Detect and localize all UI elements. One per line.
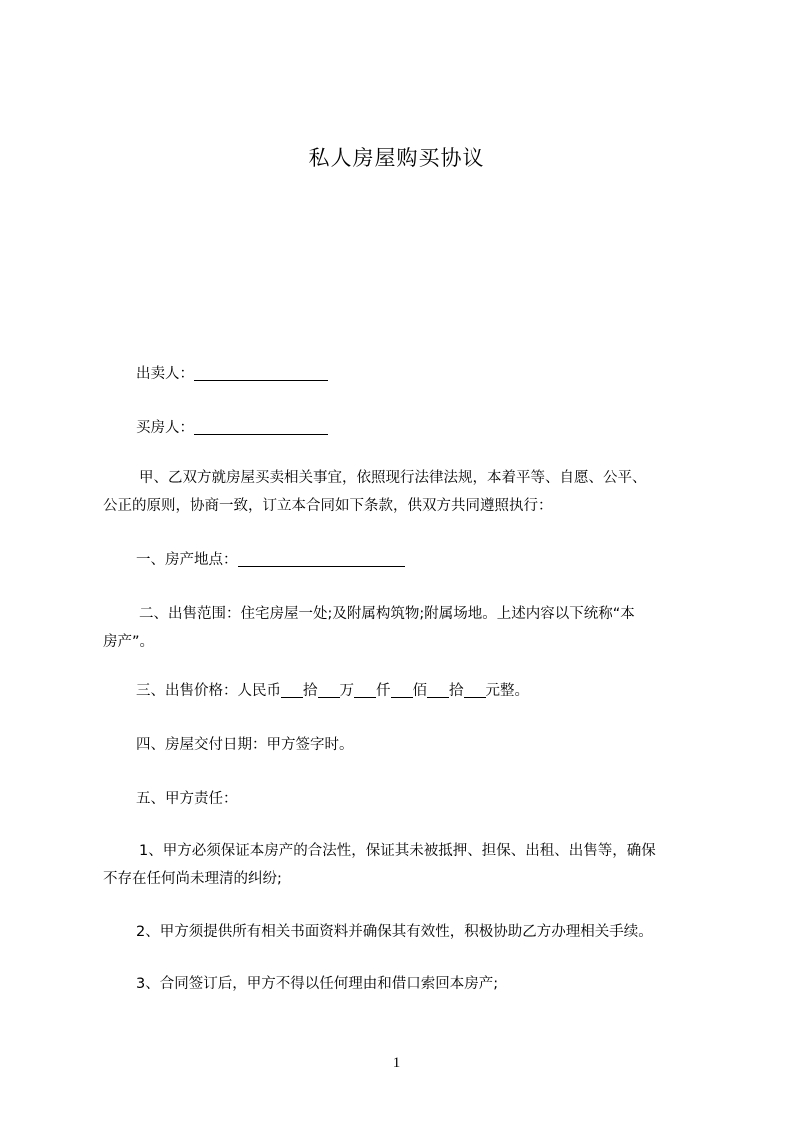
clause-2-line-2: 房产”。: [103, 634, 155, 650]
price-blank-3[interactable]: [354, 681, 376, 698]
clause-2-line-1: 二、出售范围：住宅房屋一处;及附属构筑物;附属场地。上述内容以下统称“本: [139, 606, 635, 622]
item-2: 2、甲方须提供所有相关书面资料并确保其有效性，积极协助乙方办理相关手续。: [136, 924, 653, 940]
item-1-line-2: 不存在任何尚未理清的纠纷;: [103, 871, 282, 887]
document-title: 私人房屋购买协议: [308, 146, 485, 170]
seller-blank[interactable]: [194, 364, 328, 381]
price-unit-1: 拾: [303, 683, 318, 699]
buyer-label: 买房人：: [136, 420, 194, 436]
clause-3-prefix: 三、出售价格：人民币: [136, 683, 281, 699]
price-blank-6[interactable]: [464, 681, 486, 698]
price-blank-5[interactable]: [427, 681, 449, 698]
page-number: 1: [392, 1055, 401, 1071]
price-blank-1[interactable]: [281, 681, 303, 698]
price-unit-3: 仟: [376, 683, 391, 699]
price-unit-2: 万: [339, 683, 354, 699]
item-1-line-1: 1、甲方必须保证本房产的合法性，保证其未被抵押、担保、出租、出售等，确保: [139, 843, 656, 859]
property-location-blank[interactable]: [238, 550, 405, 567]
price-unit-4: 佰: [412, 683, 427, 699]
price-blank-2[interactable]: [318, 681, 340, 698]
clause-3: [103, 677, 728, 705]
clause-5-heading: 五、甲方责任：: [136, 791, 238, 807]
price-blank-4[interactable]: [391, 681, 413, 698]
clause-1-label: 一、房产地点：: [136, 552, 238, 568]
clause-1: [103, 546, 728, 574]
clause-4: 四、房屋交付日期：甲方签字时。: [136, 737, 354, 753]
price-unit-5: 拾: [449, 683, 464, 699]
seller-label: 出卖人：: [136, 366, 194, 382]
buyer-line: [103, 414, 728, 442]
item-3: 3、合同签订后，甲方不得以任何理由和借口索回本房产;: [136, 976, 499, 992]
buyer-blank[interactable]: [194, 418, 328, 435]
intro-line-2: 公正的原则，协商一致，订立本合同如下条款，供双方共同遵照执行：: [103, 498, 553, 514]
seller-line: [103, 360, 728, 388]
clause-3-suffix: 元整。: [485, 683, 529, 699]
intro-line-1: 甲、乙双方就房屋买卖相关事宜，依照现行法律法规，本着平等、自愿、公平、: [139, 470, 647, 486]
